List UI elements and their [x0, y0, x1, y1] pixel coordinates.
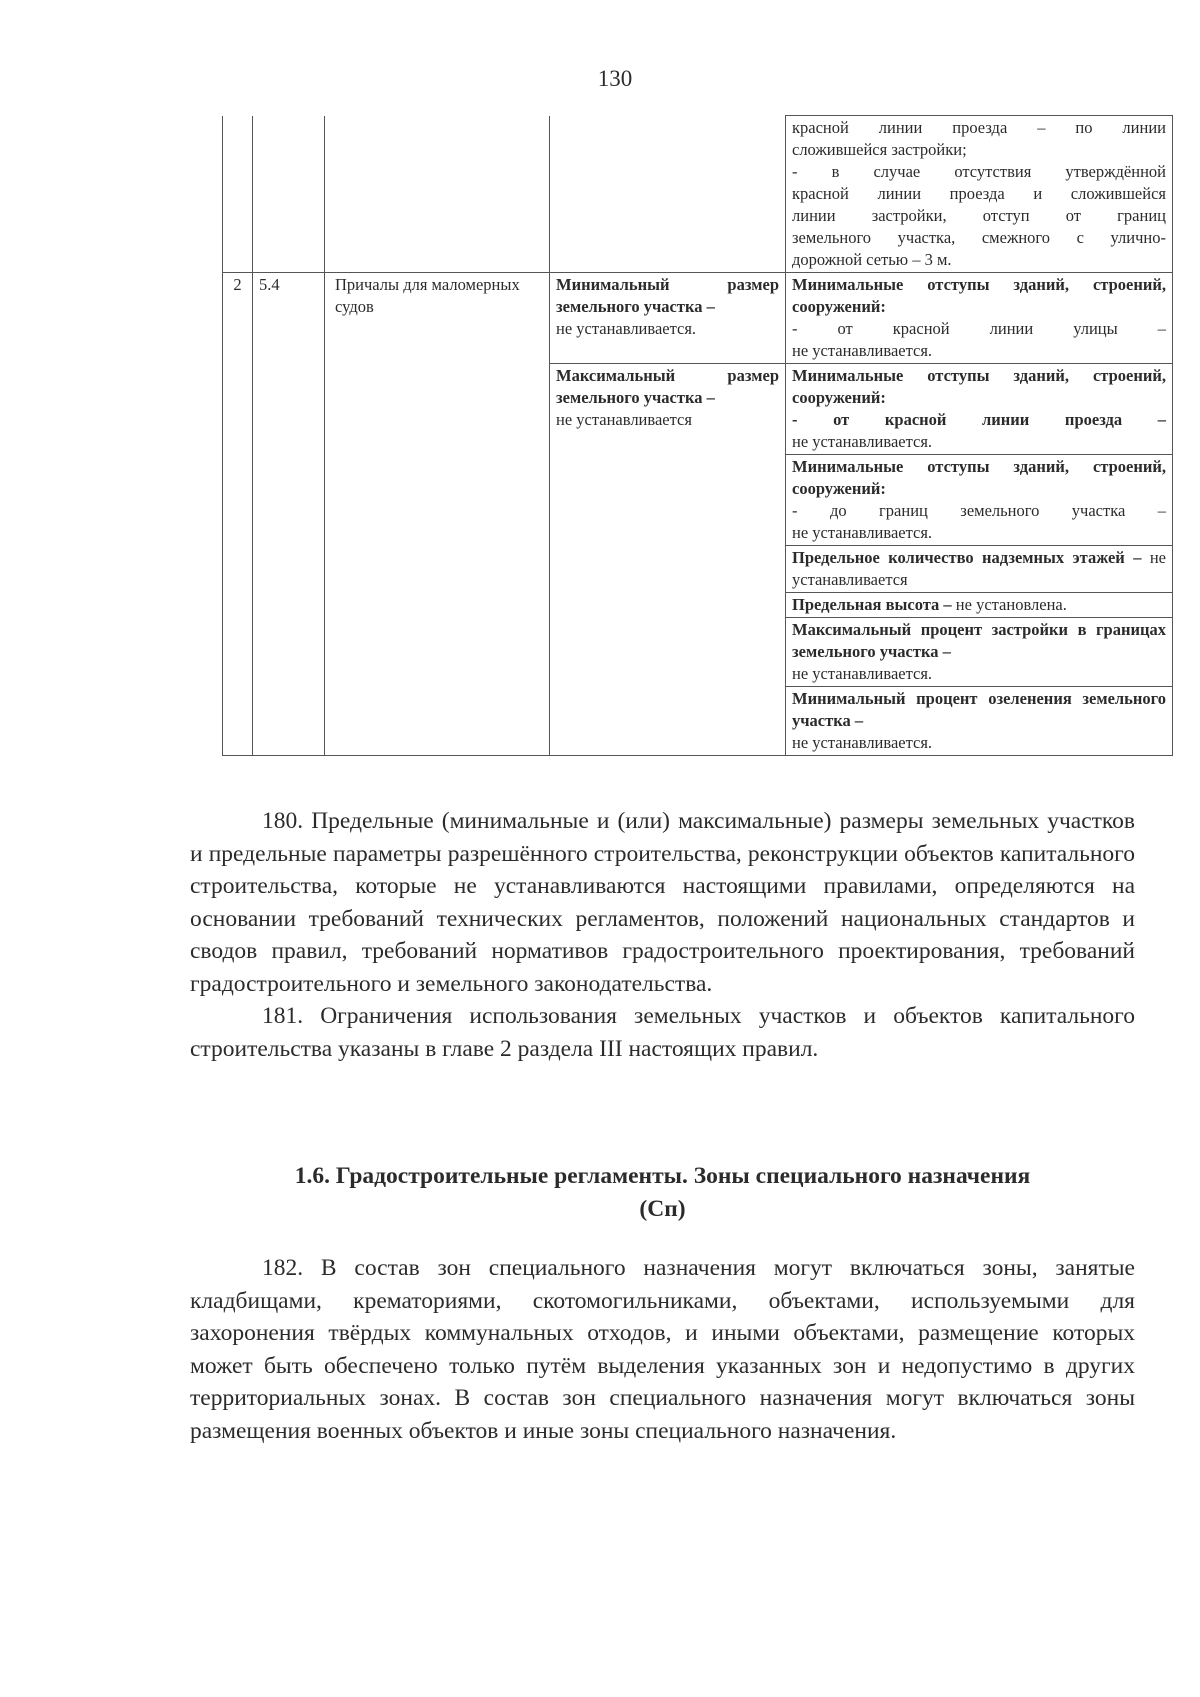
- text-line: линии застройки, отступ от границ: [792, 206, 1166, 225]
- cell-use-name: Причалы для маломерных судов: [325, 273, 550, 756]
- param-title: Минимальные отступы зданий, строений, сооружений:: [792, 275, 1166, 316]
- param-value: не устанавливается.: [792, 341, 933, 360]
- param-title: Минимальные отступы зданий, строений, сооружений:: [792, 366, 1166, 407]
- max-size-title: Максимальный размер земельного участка –: [556, 366, 779, 407]
- param-sub: - от красной линии улицы –: [792, 319, 1166, 338]
- text-line: - в случае отсутствия утверждённой: [792, 162, 1166, 181]
- param-title: Предельная высота –: [792, 595, 952, 614]
- text-line: дорожной сетью – 3 м.: [792, 250, 952, 269]
- cell-param-6: [786, 618, 1173, 687]
- cell-max-size: [550, 364, 786, 756]
- cell-param-7: [786, 687, 1173, 756]
- cell-param-4: [786, 546, 1173, 593]
- param-value: не установлена.: [955, 595, 1067, 614]
- param-sub: - от красной линии проезда –: [792, 410, 1166, 429]
- param-title: Минимальные отступы зданий, строений, сооружений:: [792, 457, 1166, 498]
- page-number: 130: [597, 66, 633, 91]
- cell-num-empty: [223, 116, 253, 273]
- table-row-continued: [223, 116, 1173, 273]
- text-line: земельного участка, смежного с улично-: [792, 228, 1166, 247]
- paragraph-181: 181. Ограничения использования земельных участков и объектов капитального строительства указаны в главе 2 раздела III настоящих правил.: [190, 1003, 1135, 1062]
- regulations-table: [222, 115, 1173, 756]
- min-size-value: не устанавливается.: [556, 319, 697, 338]
- min-size-title: Минимальный размер земельного участка –: [556, 275, 779, 316]
- paragraphs-block-1: [190, 805, 1135, 1065]
- cell-param-2: [786, 364, 1173, 455]
- param-value: не устанавливается.: [792, 664, 933, 683]
- paragraphs-block-2: [190, 1252, 1135, 1447]
- cell-use-empty: [325, 116, 550, 273]
- cell-continued-text: [786, 116, 1173, 273]
- paragraph-180: 180. Предельные (минимальные и (или) максимальные) размеры земельных участков и предельные параметры разрешённого строительства, реконструкции объектов капитального строительства, которые не устанавливаются настоящими правилами, определяются на основании требований технических регламентов, положений национальных стандартов и сводов правил, требований нормативов градостроительного проектирования, требований градостроительного и земельного законодательства.: [190, 808, 1135, 997]
- cell-min-size: [550, 273, 786, 364]
- param-value: не устанавливается.: [792, 432, 933, 451]
- cell-size-empty: [550, 116, 786, 273]
- max-size-value: не устанавливается: [556, 410, 692, 429]
- heading-line-2: (Сп): [639, 1196, 686, 1222]
- heading-line-1: 1.6. Градостроительные регламенты. Зоны специального назначения: [294, 1163, 1031, 1189]
- param-title: Предельное количество надземных этажей –: [792, 548, 1142, 567]
- cell-param-3: [786, 455, 1173, 546]
- cell-code-empty: [253, 116, 325, 273]
- section-heading: [190, 1160, 1135, 1226]
- param-value: не устанавливается.: [792, 733, 933, 752]
- text-line: сложившейся застройки;: [792, 140, 967, 159]
- cell-param-1: [786, 273, 1173, 364]
- cell-param-5: [786, 593, 1173, 618]
- param-title: Максимальный процент застройки в границах земельного участка –: [792, 620, 1166, 661]
- paragraph-182: 182. В состав зон специального назначения могут включаться зоны, занятые кладбищами, крематориями, скотомогильниками, объектами, используемыми для захоронения твёрдых коммунальных отходов, и иными объектами, размещение которых может быть обеспечено только путём выделения указанных зон и недопустимо в других территориальных зонах. В состав зон специального назначения могут включаться зоны размещения военных объектов и иные зоны специального назначения.: [190, 1255, 1135, 1444]
- text-line: красной линии проезда – по линии: [792, 118, 1166, 137]
- text-line: красной линии проезда и сложившейся: [792, 184, 1166, 203]
- param-sub: - до границ земельного участка –: [792, 501, 1166, 520]
- cell-use-code: 5.4: [253, 273, 325, 756]
- table-row: [223, 273, 1173, 364]
- cell-row-number: 2: [223, 273, 253, 756]
- param-value: не устанавливается: [792, 548, 1166, 589]
- param-title: Минимальный процент озеленения земельного участка –: [792, 689, 1166, 730]
- param-value: не устанавливается.: [792, 523, 933, 542]
